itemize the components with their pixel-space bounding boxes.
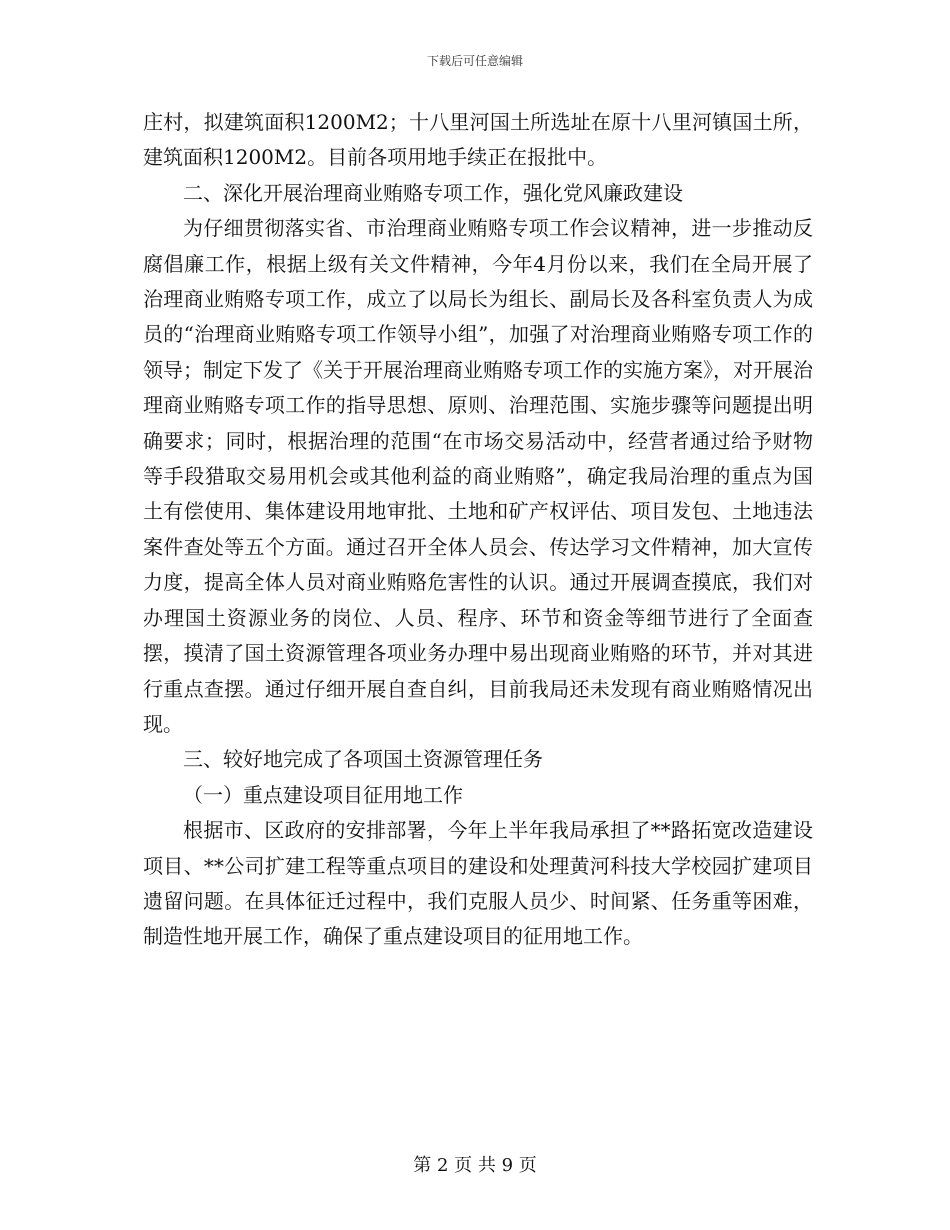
paragraph-key-projects: 根据市、区政府的安排部署，今年上半年我局承担了**路拓宽改造建设项目、**公司扩建工程等重点项目的建设和处理黄河科技大学校园扩建项目遗留问题。在具体征迁过程中，我们克服人员少、时间紧、任务重等困难，制造性地开展工作，确保了重点建设项目的征用地工作。: [143, 818, 813, 949]
section-heading-3: 三、较好地完成了各项国土资源管理任务: [183, 747, 543, 772]
page-header: 下载后可任意编辑: [426, 54, 523, 68]
subsection-heading-1: （一）重点建设项目征用地工作: [183, 782, 463, 807]
section-heading-2: 二、深化开展治理商业贿赂专项工作，强化党风廉政建设: [183, 180, 683, 205]
paragraph-continuation: 庄村，拟建筑面积1200M2；十八里河国土所选址在原十八里河镇国土所，建筑面积1200M2。目前各项用地手续正在报批中。: [143, 110, 813, 170]
paragraph-anti-bribery: 为仔细贯彻落实省、市治理商业贿赂专项工作会议精神，进一步推动反腐倡廉工作，根据上级有关文件精神，今年4月份以来，我们在全局开展了治理商业贿赂专项工作，成立了以局长为组长、副局长及各科室负责人为成员的“治理商业贿赂专项工作领导小组”，加强了对治理商业贿赂专项工作的领导；制定下发了《关于开展治理商业贿赂专项工作的实施方案》，对开展治理商业贿赂专项工作的指导思想、原则、治理范围、实施步骤等问题提出明确要求；同时，根据治理的范围“在市场交易活动中，经营者通过给予财物等手段猎取交易用机会或其他利益的商业贿赂”，确定我局治理的重点为国土有偿使用、集体建设用地审批、土地和矿产权评估、项目发包、土地违法案件查处等五个方面。通过召开全体人员会、传达学习文件精神，加大宣传力度，提高全体人员对商业贿赂危害性的认识。通过开展调查摸底，我们对办理国土资源业务的岗位、人员、程序、环节和资金等细节进行了全面查摆，摸清了国土资源管理各项业务办理中易出现商业贿赂的环节，并对其进行重点查摆。通过仔细开展自查自纠，目前我局还未发现有商业贿赂情况出现。: [143, 216, 813, 736]
page-number: 第 2 页 共 9 页: [413, 1155, 537, 1176]
document-body: [143, 105, 813, 955]
